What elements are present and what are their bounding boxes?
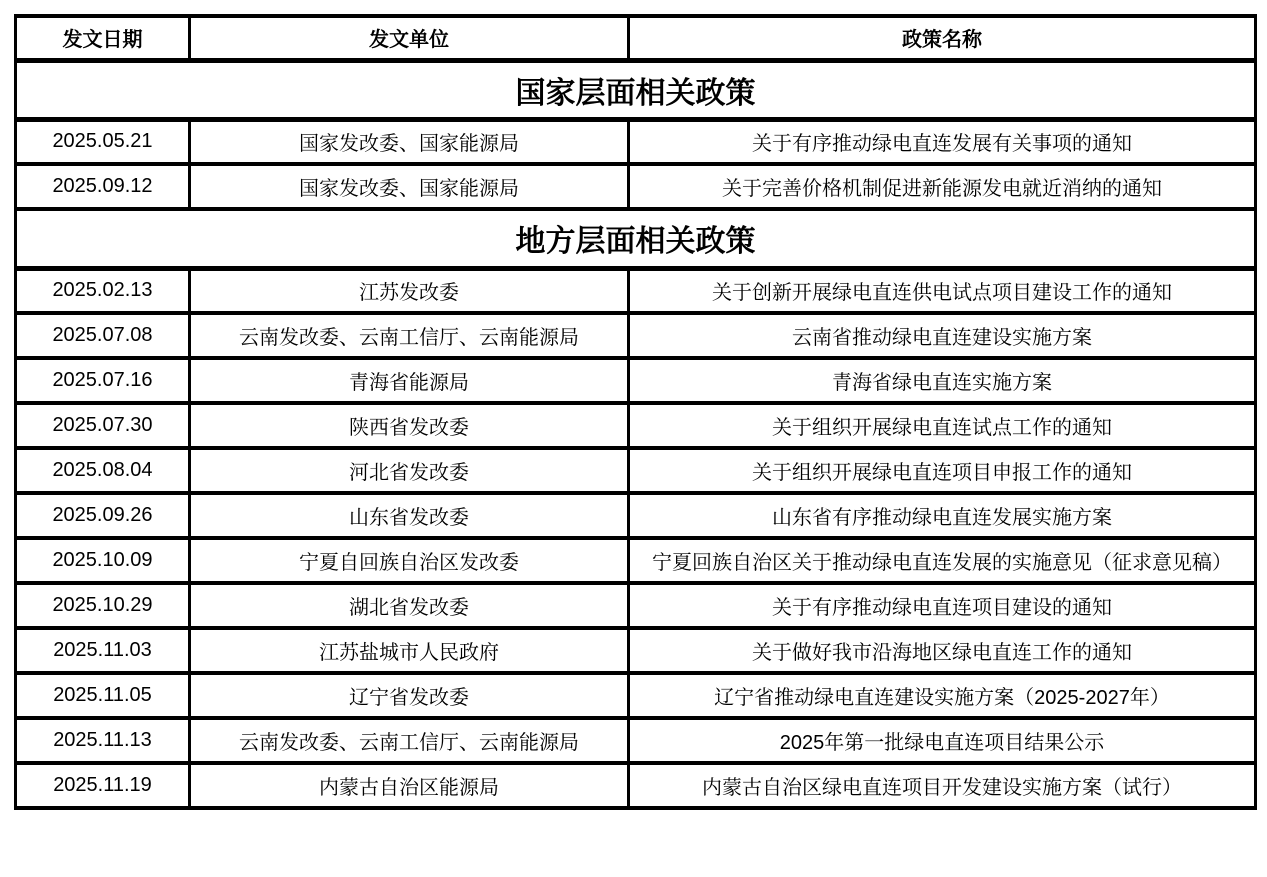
cell-unit: 江苏盐城市人民政府	[190, 628, 629, 673]
cell-policy: 关于完善价格机制促进新能源发电就近消纳的通知	[629, 164, 1256, 209]
cell-date: 2025.10.29	[16, 583, 190, 628]
cell-policy: 关于创新开展绿电直连供电试点项目建设工作的通知	[629, 268, 1256, 313]
column-header-policy: 政策名称	[629, 16, 1256, 60]
cell-policy: 青海省绿电直连实施方案	[629, 358, 1256, 403]
table-row	[16, 119, 1256, 164]
table-row	[16, 538, 1256, 583]
section-header-local	[16, 209, 1256, 268]
cell-policy: 关于做好我市沿海地区绿电直连工作的通知	[629, 628, 1256, 673]
table-row	[16, 268, 1256, 313]
table-row	[16, 583, 1256, 628]
cell-date: 2025.07.16	[16, 358, 190, 403]
table-row	[16, 403, 1256, 448]
cell-unit: 国家发改委、国家能源局	[190, 119, 629, 164]
cell-policy: 2025年第一批绿电直连项目结果公示	[629, 718, 1256, 763]
cell-date: 2025.11.19	[16, 763, 190, 808]
policy-table	[14, 14, 1257, 810]
section-title: 国家层面相关政策	[16, 60, 1256, 119]
cell-unit: 云南发改委、云南工信厅、云南能源局	[190, 313, 629, 358]
cell-date: 2025.07.08	[16, 313, 190, 358]
table-row	[16, 493, 1256, 538]
cell-policy: 云南省推动绿电直连建设实施方案	[629, 313, 1256, 358]
cell-date: 2025.05.21	[16, 119, 190, 164]
cell-unit: 陕西省发改委	[190, 403, 629, 448]
cell-unit: 湖北省发改委	[190, 583, 629, 628]
cell-policy: 关于有序推动绿电直连项目建设的通知	[629, 583, 1256, 628]
cell-date: 2025.11.13	[16, 718, 190, 763]
cell-date: 2025.09.12	[16, 164, 190, 209]
column-header-date: 发文日期	[16, 16, 190, 60]
cell-unit: 国家发改委、国家能源局	[190, 164, 629, 209]
cell-policy: 山东省有序推动绿电直连发展实施方案	[629, 493, 1256, 538]
table-row	[16, 673, 1256, 718]
cell-policy: 辽宁省推动绿电直连建设实施方案（2025-2027年）	[629, 673, 1256, 718]
column-header-unit: 发文单位	[190, 16, 629, 60]
cell-date: 2025.02.13	[16, 268, 190, 313]
cell-policy: 宁夏回族自治区关于推动绿电直连发展的实施意见（征求意见稿）	[629, 538, 1256, 583]
cell-date: 2025.10.09	[16, 538, 190, 583]
cell-policy: 内蒙古自治区绿电直连项目开发建设实施方案（试行）	[629, 763, 1256, 808]
cell-unit: 宁夏自回族自治区发改委	[190, 538, 629, 583]
cell-date: 2025.07.30	[16, 403, 190, 448]
table-row	[16, 718, 1256, 763]
cell-unit: 青海省能源局	[190, 358, 629, 403]
table-row	[16, 763, 1256, 808]
cell-policy: 关于有序推动绿电直连发展有关事项的通知	[629, 119, 1256, 164]
cell-date: 2025.08.04	[16, 448, 190, 493]
cell-unit: 辽宁省发改委	[190, 673, 629, 718]
cell-policy: 关于组织开展绿电直连试点工作的通知	[629, 403, 1256, 448]
table-header-row	[16, 16, 1256, 60]
cell-unit: 云南发改委、云南工信厅、云南能源局	[190, 718, 629, 763]
cell-policy: 关于组织开展绿电直连项目申报工作的通知	[629, 448, 1256, 493]
table-row	[16, 628, 1256, 673]
cell-date: 2025.09.26	[16, 493, 190, 538]
policy-table-container	[14, 14, 1254, 810]
section-header-national	[16, 60, 1256, 119]
table-row	[16, 313, 1256, 358]
cell-unit: 江苏发改委	[190, 268, 629, 313]
section-title: 地方层面相关政策	[16, 209, 1256, 268]
cell-unit: 河北省发改委	[190, 448, 629, 493]
cell-date: 2025.11.03	[16, 628, 190, 673]
cell-unit: 山东省发改委	[190, 493, 629, 538]
table-row	[16, 164, 1256, 209]
cell-unit: 内蒙古自治区能源局	[190, 763, 629, 808]
cell-date: 2025.11.05	[16, 673, 190, 718]
table-row	[16, 358, 1256, 403]
table-row	[16, 448, 1256, 493]
